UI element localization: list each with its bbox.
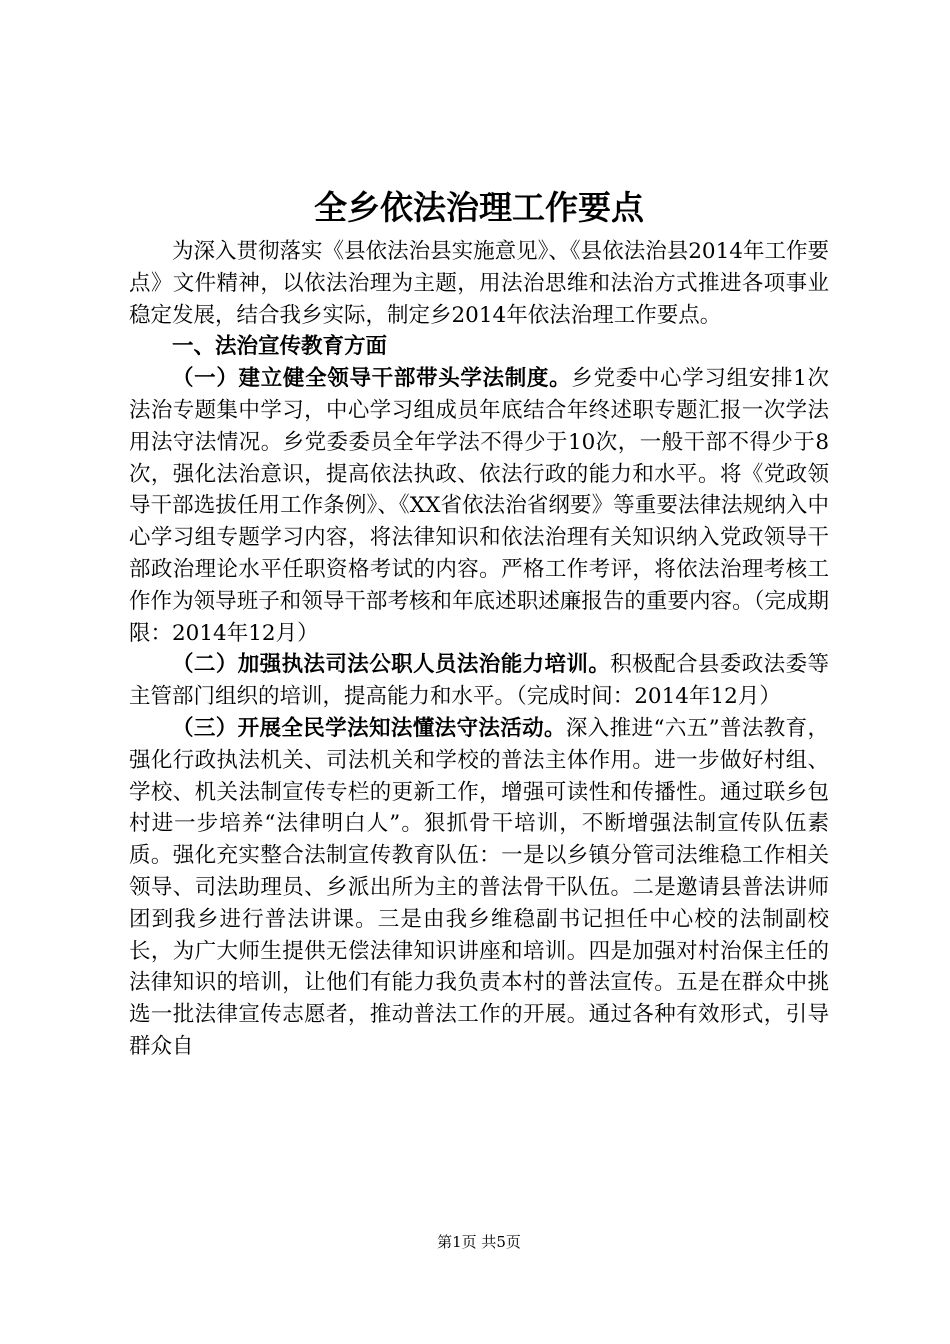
page-footer: 第1页 共5页	[437, 1233, 521, 1251]
item-lead-2: （二）加强执法司法公职人员法治能力培训。	[172, 652, 611, 678]
document-body	[129, 236, 829, 1063]
document-page	[129, 0, 829, 1344]
item-text-3: 深入推进“六五”普法教育，强化行政执法机关、司法机关和学校的普法主体作用。进一步做好村组、学校、机关法制宣传专栏的更新工作，增强可读性和传播性。通过联乡包村进一步培养“法律明白人”。狠抓骨干培训，不断增强法制宣传队伍素质。强化充实整合法制宣传教育队伍：一是以乡镇分管司法维稳工作相关领导、司法助理员、乡派出所为主的普法骨干队伍。二是邀请县普法讲师团到我乡进行普法讲课。三是由我乡维稳副书记担任中心校的法制副校长，为广大师生提供无偿法律知识讲座和培训。四是加强对村治保主任的法律知识的培训，让他们有能力我负责本村的普法宣传。五是在群众中挑选一批法律宣传志愿者，推动普法工作的开展。通过各种有效形式，引导群众自	[129, 715, 829, 1059]
section-heading: 一、法治宣传教育方面	[172, 334, 388, 360]
item-lead-3: （三）开展全民学法知法懂法守法活动。	[172, 715, 566, 741]
intro-paragraph: 为深入贯彻落实《县依法治县实施意见》、《县依法治县2014年工作要点》文件精神，以依法治理为主题，用法治思维和法治方式推进各项事业稳定发展，结合我乡实际，制定乡2014年依法治理工作要点。	[129, 239, 829, 328]
item-lead-1: （一）建立健全领导干部带头学法制度。	[172, 366, 572, 392]
document-title: 全乡依法治理工作要点	[314, 188, 644, 227]
item-paragraph-3	[129, 713, 829, 1063]
item-paragraph-1	[129, 363, 829, 649]
item-paragraph-2	[129, 649, 829, 713]
item-text-1: 乡党委中心学习组安排1次法治专题集中学习，中心学习组成员年底结合年终述职专题汇报一次学法用法守法情况。乡党委委员全年学法不得少于10次，一般干部不得少于8次，强化法治意识，提高依法执政、依法行政的能力和水平。将《党政领导干部选拔任用工作条例》、《XX省依法治省纲要》等重要法律法规纳入中心学习组专题学习内容，将法律知识和依法治理有关知识纳入党政领导干部政治理论水平任职资格考试的内容。严格工作考评，将依法治理考核工作作为领导班子和领导干部考核和年底述职述廉报告的重要内容。（完成期限：2014年12月）	[129, 366, 829, 646]
item-text-2: 积极配合县委政法委等主管部门组织的培训，提高能力和水平。（完成时间：2014年12月）	[129, 652, 829, 710]
